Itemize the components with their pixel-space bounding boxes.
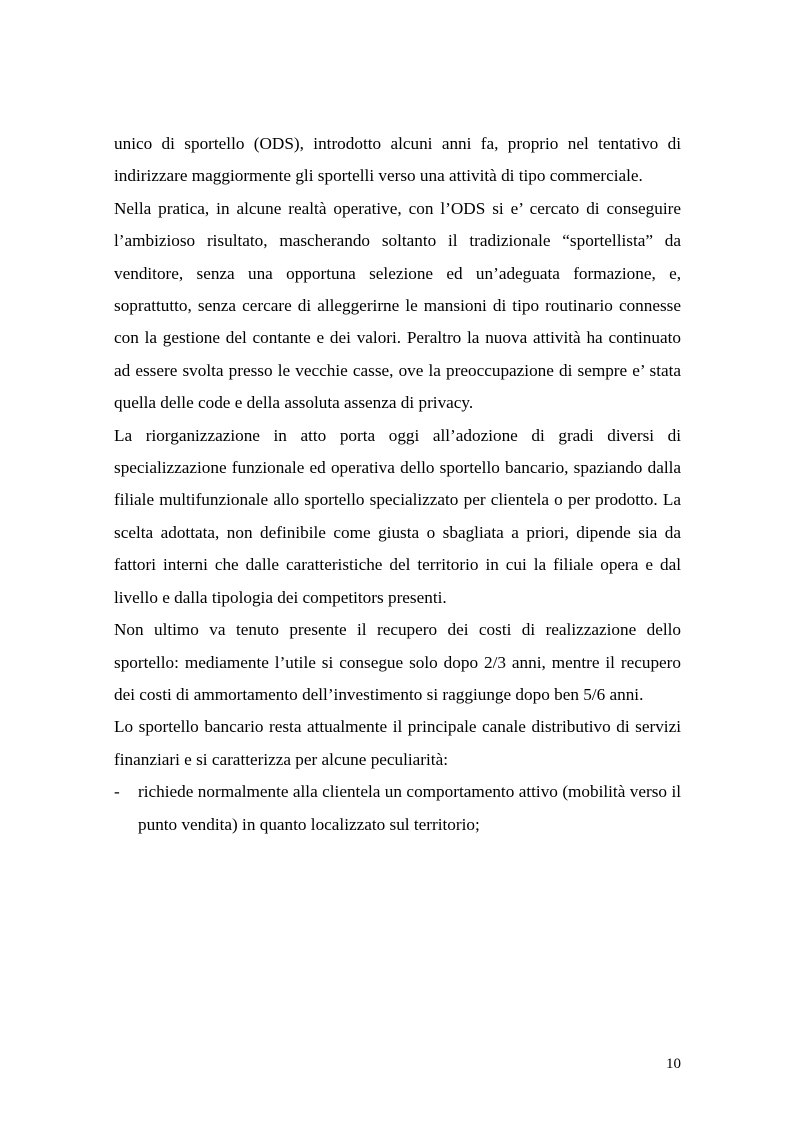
- paragraph-cost-recovery: Non ultimo va tenuto presente il recupero dei costi di realizzazione dello sportello: mediamente l’utile si consegue solo dopo 2/3 anni, mentre il recupero dei costi di ammortamento dell’investimento si raggiunge dopo ben 5/6 anni.: [114, 620, 681, 704]
- bullet-marker: -: [114, 782, 120, 802]
- paragraph-ods-practice: Nella pratica, in alcune realtà operative, con l’ODS si e’ cercato di conseguire l’ambizioso risultato, mascherando soltanto il tradizionale “sportellista” da venditore, senza una opportuna selezione ed un’adeguata formazione, e, soprattutto, senza cercare di alleggerirne le mansioni di tipo routinario connesse con la gestione del contante e dei valori. Peraltro la nuova attività ha continuato ad essere svolta presso le vecchie casse, ove la preoccupazione di sempre e’ stata quella delle code e della assoluta assenza di privacy.: [114, 198, 681, 413]
- paragraph-ods-intro: unico di sportello (ODS), introdotto alcuni anni fa, proprio nel tentativo di indirizzare maggiormente gli sportelli verso una attività di tipo commerciale.: [114, 134, 681, 186]
- document-body: [114, 128, 681, 841]
- paragraph-distribution-channel: Lo sportello bancario resta attualmente il principale canale distributivo di servizi finanziari e si caratterizza per alcune peculiarità:: [114, 717, 681, 769]
- paragraph-reorganization: La riorganizzazione in atto porta oggi all’adozione di gradi diversi di specializzazione funzionale ed operativa dello sportello bancario, spaziando dalla filiale multifunzionale allo sportello specializzato per clientela o per prodotto. La scelta adottata, non definibile come giusta o sbagliata a priori, dipende sia da fattori interni che dalle caratteristiche del territorio in cui la filiale opera e dal livello e dalla tipologia dei competitors presenti.: [114, 425, 681, 607]
- bullet-text: richiede normalmente alla clientela un comportamento attivo (mobilità verso il punto vendita) in quanto localizzato sul territorio;: [138, 782, 681, 834]
- page-number: 10: [666, 1056, 681, 1072]
- bullet-item: [114, 776, 681, 841]
